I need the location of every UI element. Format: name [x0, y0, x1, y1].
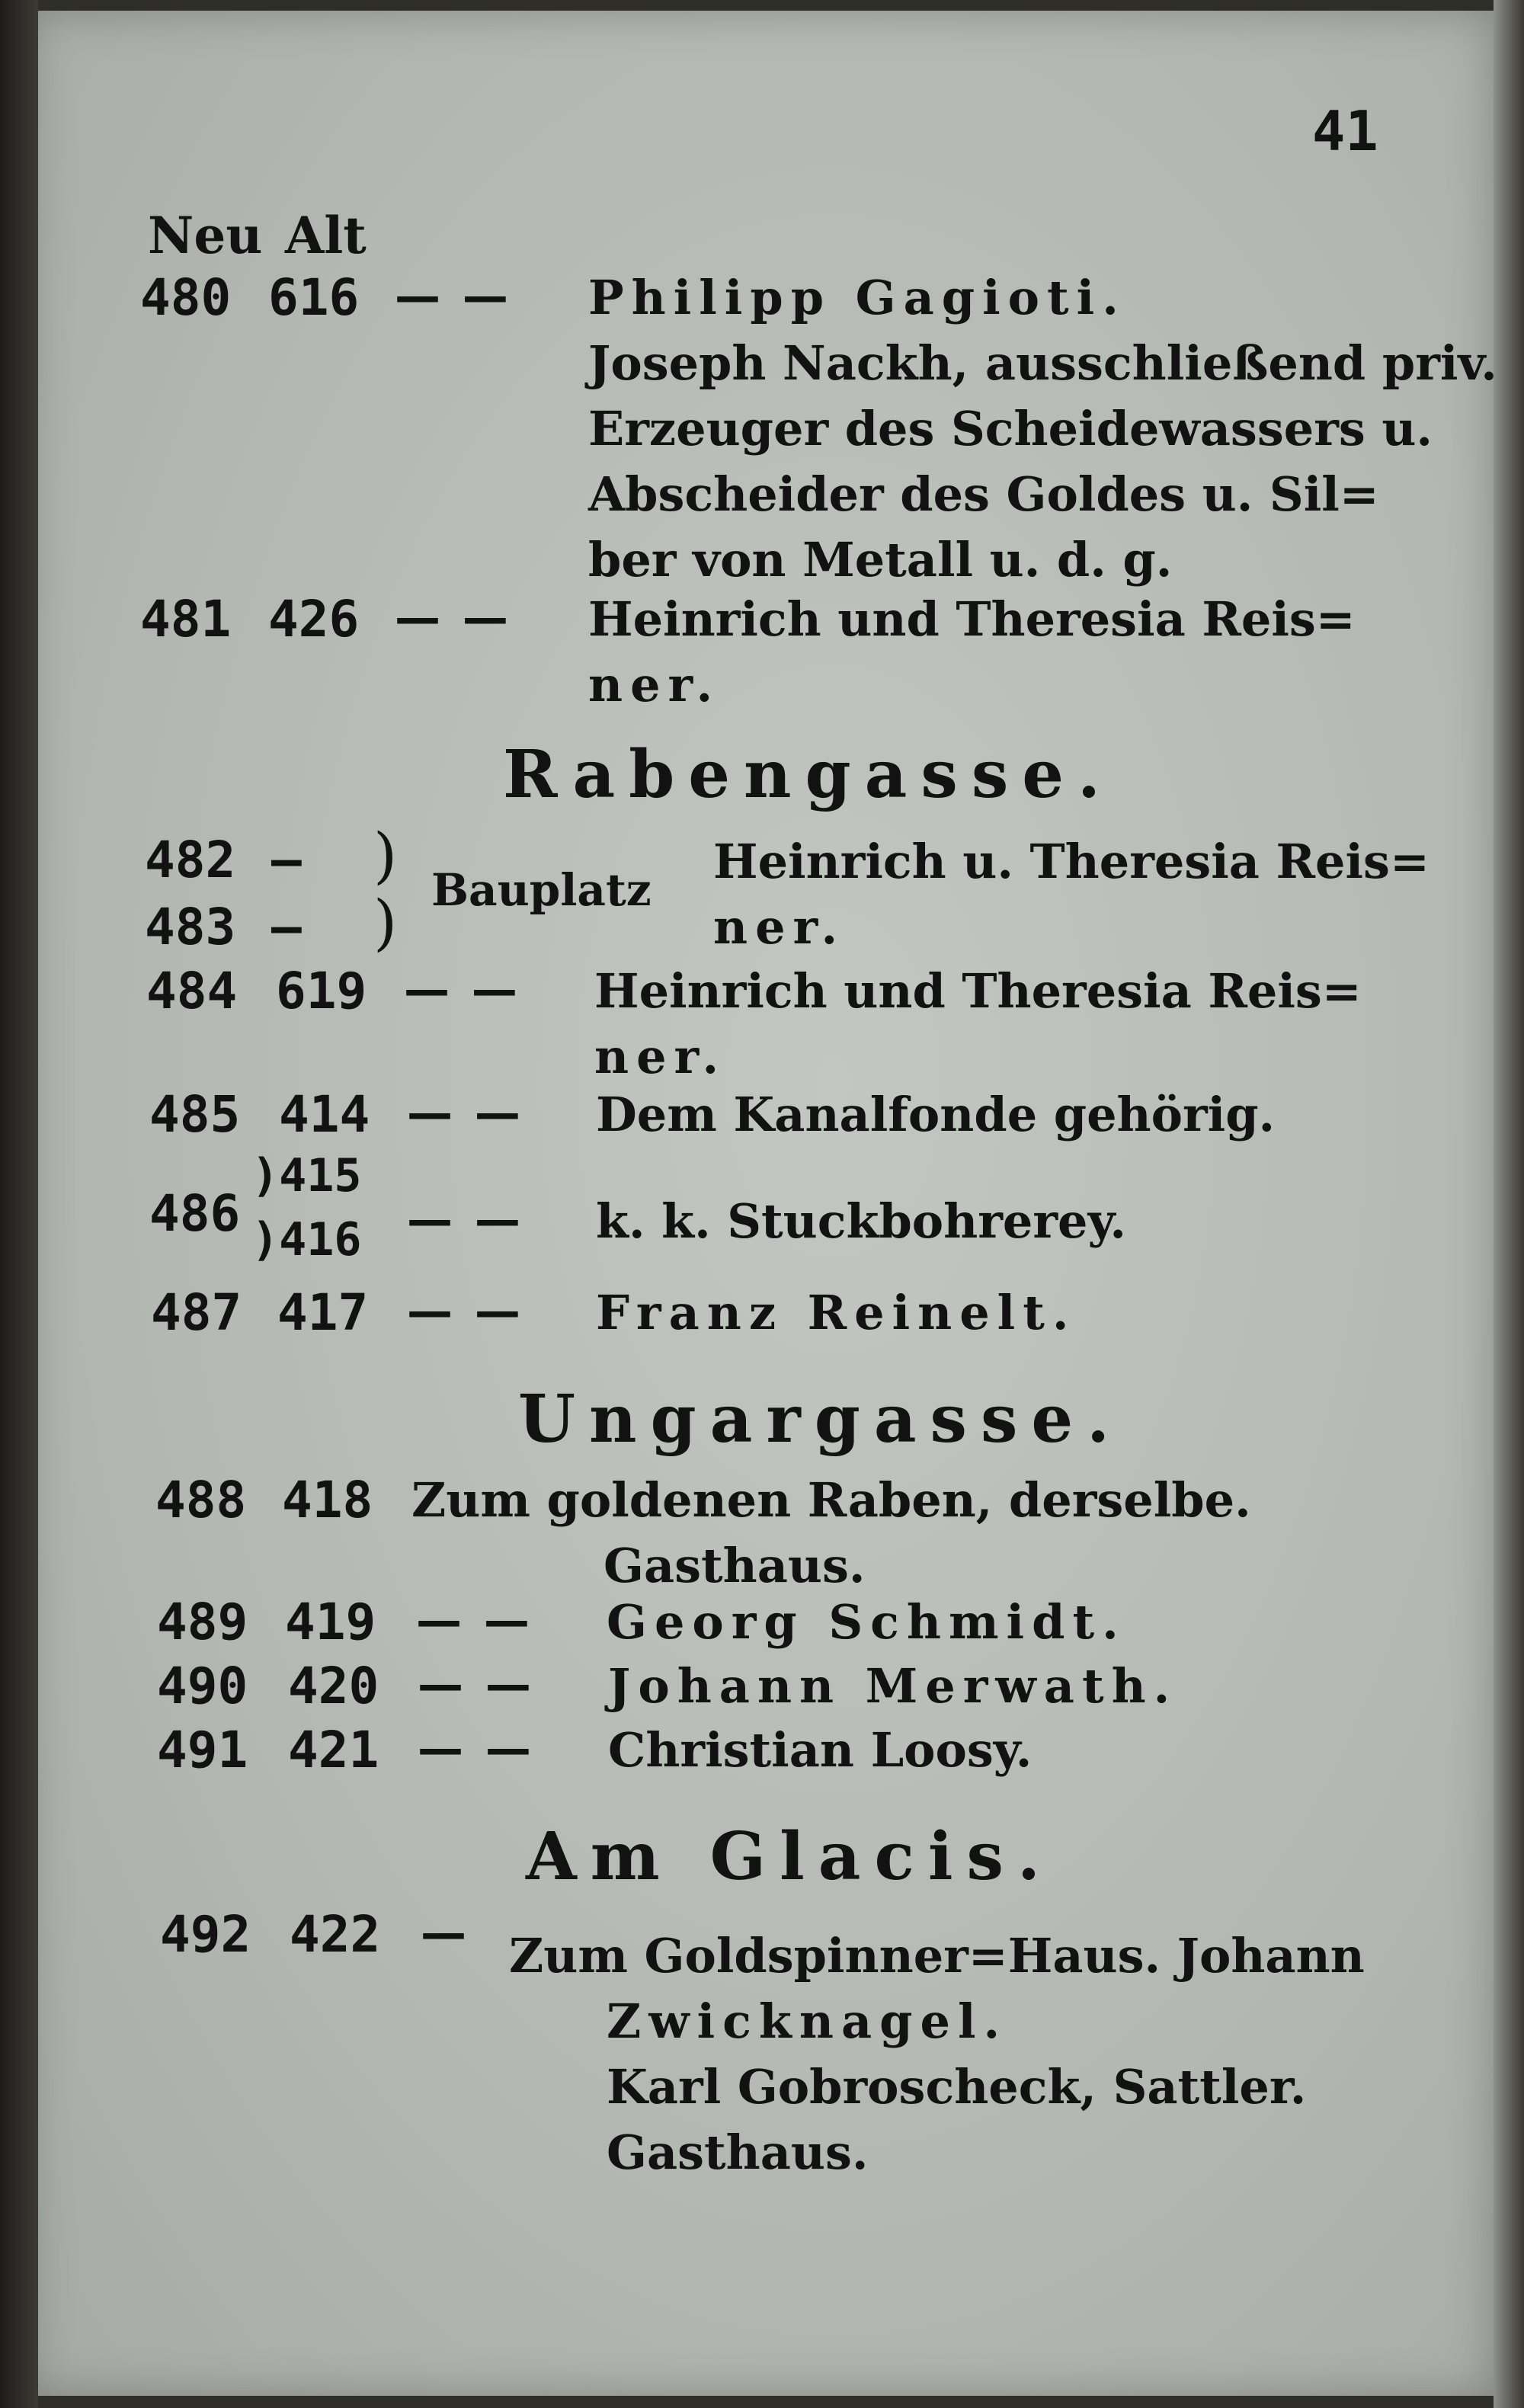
section-heading: Rabengasse. [503, 736, 1114, 813]
entry-old-number: 421 [288, 1721, 379, 1779]
entry-text-line: k. k. Stuckbohrerey. [596, 1193, 1126, 1249]
entry-text-line: Dem Kanalfonde gehörig. [596, 1087, 1276, 1142]
entry-new-number: 488 [155, 1471, 247, 1529]
entry-new-number: 484 [146, 962, 238, 1020]
entry-dash: — — [407, 1087, 523, 1140]
entry-dash: — — [416, 1594, 533, 1647]
entry-text-line: Zwicknagel. [607, 1993, 1008, 2049]
entry-text-line: Christian Loosy. [608, 1722, 1033, 1778]
page-edge [1494, 0, 1524, 2408]
entry-new-number: 492 [160, 1905, 251, 1964]
entry-dash: — — [404, 963, 520, 1017]
bauplatz-label: Bauplatz [431, 864, 652, 916]
section-heading: Am Glacis. [526, 1818, 1054, 1895]
entry-new-number: 487 [151, 1283, 242, 1342]
entry-text-line: Gasthaus. [604, 1538, 866, 1593]
entry-new-number: 481 [140, 590, 232, 648]
entry-old-number: 426 [268, 590, 360, 648]
entry-old-number: 414 [279, 1085, 370, 1144]
entry-old-number: )416 [251, 1213, 362, 1266]
entry-text-line: ner. [594, 1029, 727, 1084]
entry-text-line: Heinrich und Theresia Reis= [588, 591, 1356, 647]
brace-mark: ) [373, 820, 398, 891]
entry-dash: — — [407, 1193, 523, 1247]
entry-text-line: Erzeuger des Scheidewassers u. [588, 401, 1433, 456]
entry-dash: — — [395, 270, 511, 323]
entry-new-number: 483 [145, 898, 236, 956]
entry-new-number: 482 [145, 831, 236, 889]
entry-new-number: 490 [157, 1657, 248, 1715]
entry-old-number: )415 [251, 1149, 362, 1202]
entry-dash: — [421, 1907, 469, 1960]
entry-text-line: ner. [588, 657, 721, 712]
entry-old-number: — [271, 831, 302, 889]
entry-text-line: Karl Gobroscheck, Sattler. [607, 2059, 1307, 2115]
entry-old-number: 419 [285, 1593, 376, 1651]
entry-text-line: Joseph Nackh, ausschließend priv. [588, 335, 1497, 391]
column-header-new: Neu [148, 206, 263, 265]
entry-new-number: 491 [157, 1721, 248, 1779]
entry-new-number: 485 [149, 1085, 241, 1144]
page-number: 41 [1312, 99, 1378, 163]
entry-text-line: Zum Goldspinner=Haus. Johann [509, 1928, 1365, 1984]
entry-text-line: Philipp Gagioti. [588, 270, 1126, 325]
column-header-old: Alt [285, 206, 367, 265]
entry-new-number: 489 [157, 1593, 248, 1651]
entry-new-number: 486 [149, 1184, 241, 1243]
entry-old-number: 616 [268, 268, 360, 327]
entry-text-line: ber von Metall u. d. g. [588, 532, 1173, 588]
entry-text-line: Gasthaus. [607, 2125, 869, 2180]
entry-old-number: 422 [290, 1905, 381, 1964]
entry-old-number: 417 [277, 1283, 369, 1342]
entry-text-line: Franz Reinelt. [596, 1285, 1077, 1340]
entry-text-line: Georg Schmidt. [607, 1594, 1126, 1650]
entry-old-number: 619 [276, 962, 367, 1020]
entry-old-number: 420 [288, 1657, 379, 1715]
book-gutter [0, 0, 38, 2408]
entry-dash: — — [418, 1658, 534, 1712]
brace-mark: ) [373, 887, 398, 958]
entry-dash: — — [418, 1722, 534, 1776]
entry-dash: — — [407, 1285, 523, 1338]
entry-text-line: Abscheider des Goldes u. Sil= [588, 466, 1379, 522]
section-heading: Ungargasse. [518, 1381, 1124, 1458]
entry-text-line: Heinrich u. Theresia Reis= [713, 834, 1430, 889]
entry-old-number: 418 [282, 1471, 373, 1529]
entry-text-line: ner. [713, 899, 846, 955]
entry-text-line: Johann Merwath. [608, 1658, 1178, 1714]
entry-dash: — — [395, 591, 511, 645]
entry-text-line: Heinrich und Theresia Reis= [594, 963, 1362, 1019]
entry-text-line: Zum goldenen Raben, derselbe. [411, 1472, 1251, 1528]
entry-new-number: 480 [140, 268, 232, 327]
entry-old-number: — [271, 898, 302, 956]
